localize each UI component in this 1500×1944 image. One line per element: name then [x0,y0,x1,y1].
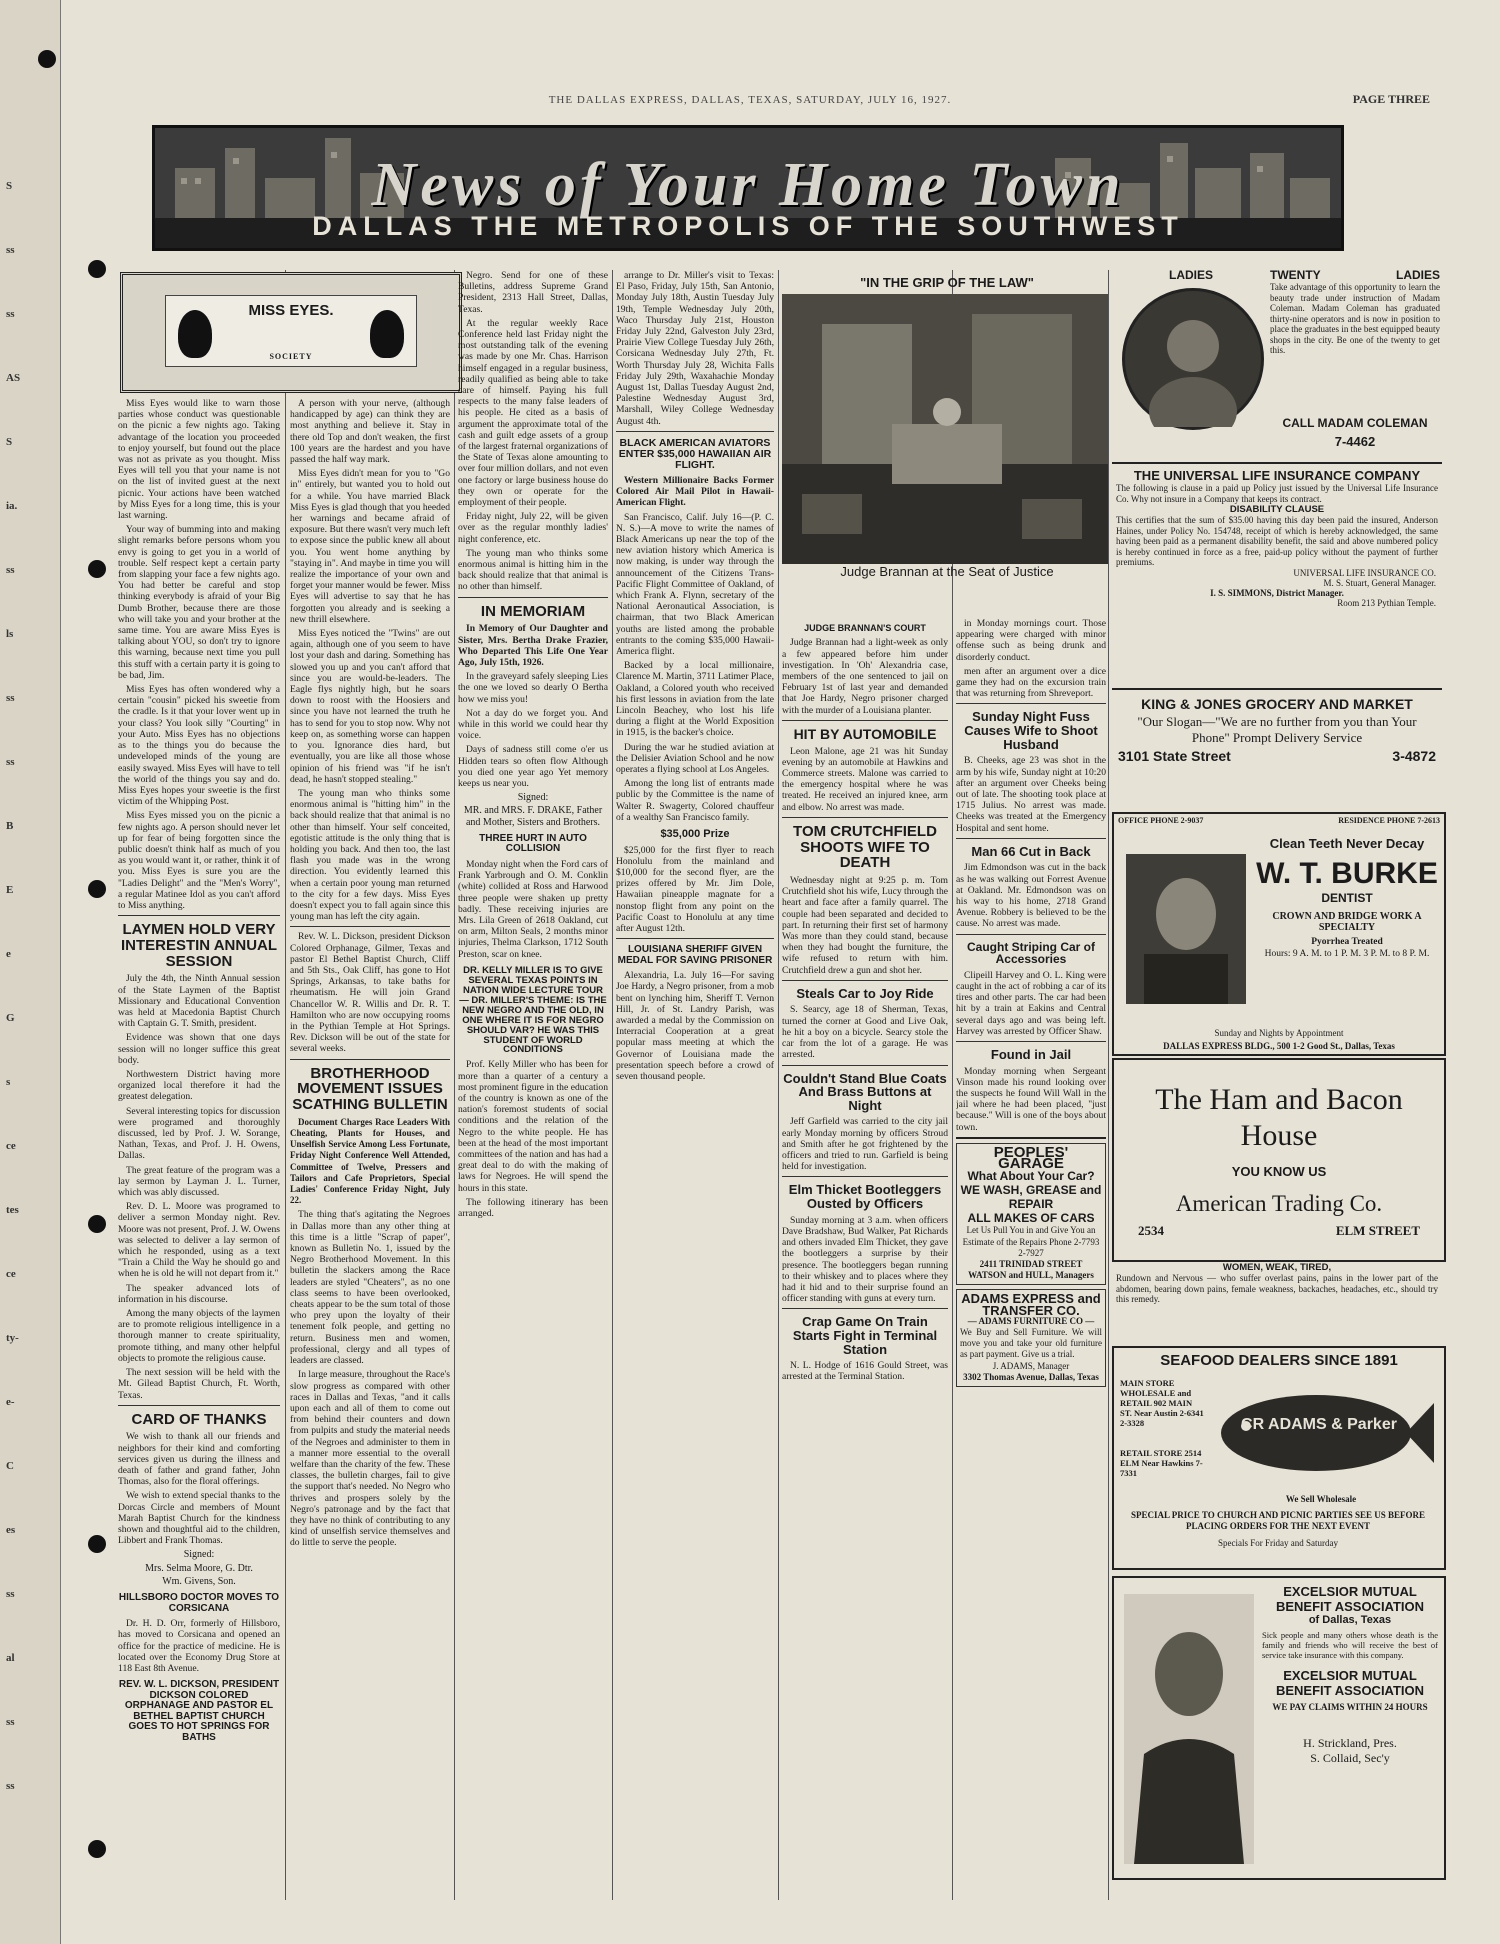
paragraph: Mrs. Selma Moore, G. Dtr. [145,1562,253,1574]
paragraph: In large measure, throughout the Race's slow progress as compared with other races in Dallas and Texas, "and it calls upon each and all of them to come out from behind their counters and down from pulpits and study the material needs of the Negroes and administer to them in a manner more essential to the overall welfare than the charity of the few. These classes, the bulletin charges, fail to give the support that's needed. No Negro who thrives and prospers solely by the Negro's patronage and by the fact that they have no think of contributing to any kind of unselfish service themselves and do little to serve the people. [290,1369,450,1549]
paragraph: At the regular weekly Race Conference held last Friday night the most outstanding talk of the evening was made by one Mr. Chas. Harrison himself engaged in a regular business, readily qualified as being able to take care of himself. Paying his full respects to the many false leaders of his people. He cited as a basis of argument the approximate total of the cash and guilt edge assets of a group of the largest fraternal organizations of the State of Texas alone amounting to over four million dollars, and not even one factory or large business house do they own or operate for the employment of their people. [458,317,608,509]
universal-life-intro: The following is clause in a paid up Policy just issued by the Universal Life Insurance Co. Why not insure in a Company that keeps its contract. [1116,483,1438,504]
binding-hole [38,50,56,68]
binding-hole [88,560,106,578]
paragraph: Miss Eyes noticed the "Twins" are out again, although one of you seem to have lost your dash and daring. Something has slowed you up and you can't afford that since you are would-be-leaders. The Eagle flys nightly high, but he soars down to roost with the Hoosiers and since you have not learned the truth he has to send for you to stop now. Why not keep on, as something worse can happen to you. Ignorance dies hard, but eventually, you are like all those whose opinion of his friend was "if he isn't dead, he hasn't stopped stealing." [290,628,450,785]
disability-clause-text: This certifies that the sum of $35.00 having this day been paid the insured, Anderson Haines, under Policy No. 154748, receipt of which is hereby acknowledged, the same having been paid as a permanent disability benefit, the said and above numbered policy is hereby continued in force as a free, paid-up policy without the payment of further premiums. [1116,515,1438,567]
edge-fragment: e- [6,1396,15,1408]
coleman-portrait [1122,288,1264,430]
paragraph: ALL MAKES OF CARS [967,1211,1095,1226]
miss-eyes-title: MISS EYES. [248,302,334,319]
call-coleman: CALL MADAM COLEMAN [1282,416,1428,430]
paragraph: The young man who thinks some enormous animal is hitting him in the back should realize that that animal is no other than himself. [458,547,608,593]
seafood-ad [1112,1346,1446,1570]
burke-specialty: CROWN AND BRIDGE WORK A SPECIALTY [1272,911,1422,933]
coleman-text-block [1270,268,1440,356]
dickson-headline: REV. W. L. DICKSON, PRESIDENT DICKSON COLORED ORPHANAGE AND PASTOR EL BETHEL BAPTIST CHURCH GOES TO HOT SPRINGS FOR BATHS [118,1679,280,1743]
hillsboro-headline: HILLSBORO DOCTOR MOVES TO CORSICANA [118,1592,280,1614]
column-1 [118,398,280,1898]
twenty-label: TWENTY [1270,268,1321,282]
louisiana-headline: LOUISIANA SHERIFF GIVEN MEDAL FOR SAVING PRISONER [617,944,773,966]
crutchfield-article: Wednesday night at 9:25 p. m. Tom Crutchfield shot his wife, Lucy through the heart and face after a family quarrel. The couple had been separated and decided to part. In returning their first set of harmony Was more than they could stand, because when they had bought the furniture, the wife refused to return with him. Crutchfield drew a gun and shot her. [782,875,948,976]
ladies-left: LADIES [1168,268,1213,282]
fuss-article: B. Cheeks, age 23 was shot in the arm by his wife, Sunday night at 10:20 after an argument over Cheeks being out of late. The shooting took place at 1715 Julius. No arrest was made. Cheeks was treated at the Emergency Hospital and sent home. [956,755,1106,834]
courtroom-photo-art [782,294,1108,564]
ham-bacon-street: ELM STREET [1335,1223,1420,1238]
edge-fragment: B [6,820,14,832]
edge-fragment: ss [6,1588,15,1600]
paragraph: Miss Eyes has often wondered why a certain "cousin" picked his sweetie from the cradle. Is it that your lover went up in your class? You look silly "Courting" in your Auto. Miss Eyes has no objections as to the things you do because the undeveloped minds of the young are easily swayed. Miss Eyes will have to tell the world of the things you say and do. Miss Eyes hopes your sweetie is the first victim of the Whipping Post. [118,684,280,808]
paragraph: What About Your Car? [967,1169,1095,1184]
edge-fragment: G [6,1012,15,1024]
ham-bacon-know-us: YOU KNOW US [1231,1164,1327,1179]
seafood-weekend: Specials For Friday and Saturday [1218,1538,1338,1548]
paragraph: Days of sadness still come o'er us Hidden tears so often flow Although you died one year ago Yet memory keeps us near you. [458,744,608,790]
universal-life-company: UNIVERSAL LIFE INSURANCE CO. [1293,567,1436,578]
peoples-garage-ad [956,1143,1106,1285]
women-body: Rundown and Nervous — who suffer overlast pains, pains in the lower part of the abdomen, bearing down pains, female weakness, backaches, headaches, etc., should try this remedy. [1116,1273,1438,1304]
adjacent-page-edge [0,0,61,1944]
auto-headline: HIT BY AUTOMOBILE [793,725,937,742]
divider [616,938,774,939]
paragraph: Negro. Send for one of these Bulletins, address Supreme Grand President, 2313 Hall Street, Dallas, Texas. [458,270,608,315]
seafood-special: SPECIAL PRICE TO CHURCH AND PICNIC PARTIES SEE US BEFORE PLACING ORDERS FOR THE NEXT EVENT [1131,1510,1425,1531]
paragraph: Wm. Givens, Son. [162,1575,236,1587]
coleman-body: Take advantage of this opportunity to learn the beauty trade under instruction of Madam Coleman. Madam Coleman has graduated thirty-nine operators and is now in position to place the graduates in the best equipped beauty shops in the city. Be one of the twenty to get this. [1270,282,1440,355]
burke-title: DENTIST [1321,891,1373,905]
aviators-deck: Western Millionaire Backs Former Colored Air Mail Pilot in Hawaii-American Flight. [616,474,774,509]
louisiana-article: Alexandria, La. July 16—For saving Joe Hardy, a Negro prisoner, from a mob bent on lynching him, Sheriff T. Vernon Hill, Jr. of St. Landry Parish, was awarded a medal by the Commission on Interracial Cooperation at a great popular mass meeting at which the Governor of Louisiana made the presentation speech before a crowd of seven thousand people. [616,970,774,1082]
ham-bacon-number: 2534 [1138,1223,1164,1238]
burke-dentist-ad [1112,812,1446,1056]
burke-pyorrhea: Pyorrhea Treated [1311,937,1383,947]
burke-slogan: Clean Teeth Never Decay [1269,836,1425,851]
divider [782,720,948,721]
garage-address: 2411 TRINIDAD STREET WATSON and HULL, Managers [968,1258,1094,1281]
striping-headline: Caught Striping Car of Accessories [967,939,1095,967]
burke-sunday: Sunday and Nights by Appointment [1214,1028,1344,1038]
universal-life-signature-2: I. S. SIMMONS, District Manager. [1210,587,1344,598]
kelly-miller-headline: DR. KELLY MILLER IS TO GIVE SEVERAL TEXAS POINTS IN NATION WIDE LECTURE TOUR — DR. MILLER'S THEME: IS THE NEW NEGRO AND THE OLD, IN ONE WHERE IT IS FOR NEGRO SHOULD VAR? HE WAS THIS STUDENT OF WORLD CONDITIONS [459,964,607,1056]
card-of-thanks-article [118,1431,280,1546]
itinerary-note: The following itinerary has been arranged. [458,1196,608,1220]
disability-clause-title: DISABILITY CLAUSE [1229,504,1325,515]
paragraph: Among the long list of entrants made public by the Committee is the name of Walter R. Swagerty, Colored chauffeur of a wealthy San Francisco family. [616,778,774,823]
burke-portrait-art [1126,854,1246,1004]
crutchfield-headline: TOM CRUTCHFIELD SHOOTS WIFE TO DEATH [793,822,937,872]
edge-fragment: ce [6,1140,16,1152]
excelsior-city: of Dallas, Texas [1308,1614,1392,1626]
paragraph: Several interesting topics for discussion were programed and thoroughly discussed, led by Prof. J. W. Sorange, Nathan, Texas, and Prof. J. H. Owens, Dallas. [118,1105,280,1162]
court-article: Judge Brannan had a light-week as only a few appeared before him under investigation. In 'Oh' Alexandria case, members of the one sentenced to jail on February 1st of last year and demanded that Joe Hardy, Negro prisoner charged with the murder of a Louisiana planter. [782,637,948,716]
ham-bacon-company: American Trading Co. [1175,1191,1383,1216]
paragraph: Northwestern District having more organized local therefore it had the greatest delegation. [118,1069,280,1103]
divider [782,817,948,818]
universal-life-room: Room 213 Pythian Temple. [1337,597,1436,608]
paragraph: The thing that's agitating the Negroes in Dallas more than any other thing at this time is a little "Scrap of paper", known as Bulletin No. 1, issued by the Negro Brotherhood Movement. In this bulletin the slackers among the Race leaders are styled "Cheaters", as no one class seems to have been overlooked, cheats appear to be the sum total of those who prey upon the loyalty of their tenement folk people, and getting no return. Business men and women, professional, clergy and all types of leaders are classed. [290,1209,450,1367]
race-conference-article [458,270,608,593]
column-rule [612,270,613,1900]
card-of-thanks-headline: CARD OF THANKS [131,1410,267,1428]
edge-fragment: E [6,884,14,896]
photo-caption: Judge Brannan at the Seat of Justice [840,563,1054,579]
edge-fragment: tes [6,1204,19,1216]
divider [956,1137,1106,1139]
ladies-right: LADIES [1395,268,1440,282]
garage-estimate: Let Us Pull You in and Give You an Estimate of the Repairs Phone 2-7793 2-7927 [962,1225,1100,1258]
paragraph: Evidence was shown that one days session will no longer suffice this great body. [118,1032,280,1066]
man-cut-article: Jim Edmondson was cut in the back as he was walking out Forrest Avenue at Oakland. Mr. Edmondson was on his way to his home, 2718 Grand Avenue. Robbery is believed to be the cause. No arrest was made. [956,862,1106,930]
ham-bacon-ad [1112,1058,1446,1262]
divider [956,703,1106,704]
excelsior-body: Sick people and many others whose death is the family and friends who will receive the best of service take insurance with this company. [1262,1630,1438,1660]
edge-fragment: ss [6,692,15,704]
jail-article: Monday morning when Sergeant Vinson made his round looking over the suspects he found Will Wall in the jail where he had been placed, "just because." Will is one of the boys about town. [956,1065,1106,1133]
adams-express-ad [956,1289,1106,1387]
divider [782,980,948,981]
laymen-headline: LAYMEN HOLD VERY INTERESTIN ANNUAL SESSION [120,921,278,970]
edge-fragment: ss [6,1716,15,1728]
binding-hole [88,1215,106,1233]
memoriam-names: MR. and MRS. F. DRAKE, Father and Mother, Sisters and Brothers. [463,805,603,828]
court-headline: JUDGE BRANNAN'S COURT [804,623,926,633]
in-memoriam-deck: In Memory of Our Daughter and Sister, Mrs. Bertha Drake Frazier, Who Departed This Life One Year Ago, July 15th, 1926. [458,623,608,669]
edge-fragment: S [6,436,13,448]
crap-game-headline: Crap Game On Train Starts Fight in Terminal Station [792,1314,938,1357]
memoriam-signed: Signed: [517,792,549,804]
adams-manager: J. ADAMS, Manager [992,1360,1070,1371]
masthead-subtitle: DALLAS THE METROPOLIS OF THE SOUTHWEST [312,211,1184,241]
excelsior-claims: WE PAY CLAIMS WITHIN 24 HOURS [1272,1702,1428,1712]
bootleggers-headline: Elm Thicket Bootleggers Ousted by Officers [788,1182,942,1212]
paragraph: The next session will be held with the Mt. Gilead Baptist Church, Ft. Worth, Texas. [118,1367,280,1401]
paragraph: Miss Eyes missed you on the picnic a few nights ago. A person should never let up for fear of being forgotten since the public doesn't think half as much of you as you would want it, or rather, think it of you. Miss Eyes is sure you are the "Ladies Delight" and the "Men's Worry", a regular Matinee Idol as you can't afford to Miss anything. [118,810,280,911]
divider [956,1041,1106,1042]
paragraph: July the 4th, the Ninth Annual session of the State Laymen of the Baptist Missionary and Educational Convention was held at Macedonia Baptist Church with Captain G. T. Smith, president. [118,973,280,1030]
column-4 [616,270,774,1900]
divider [782,1176,948,1177]
prize-article: $25,000 for the first flyer to reach Honolulu from the mainland and $10,000 for the second flyer, are the prizes offered by Mr. Jim Dole, Hawaiian pineapple magnate for a nonstop flight from any point on the Pacific Coast to Honolulu at any time after August 12th. [616,844,774,934]
divider [290,926,450,927]
grip-of-law-headline: "IN THE GRIP OF THE LAW" [860,275,1034,290]
seafood-brand: CR ADAMS & Parker [1241,1416,1397,1433]
binding-hole [88,1535,106,1553]
page-number: PAGE THREE [1352,92,1430,106]
burke-address: DALLAS EXPRESS BLDG., 500 1-2 Good St., Dallas, Texas [1163,1041,1395,1051]
aviators-article [616,512,774,823]
hillsboro-article: Dr. H. D. Orr, formerly of Hillsboro, has moved to Corsicana and opened an office for the practice of medicine. He is located over the Economy Drug Store at 118 East 8th Avenue. [118,1618,280,1674]
paragraph: Among the many objects of the laymen are to promote religious intelligence in a thorough manner to create spirituality, promote tithing, and many other helpful objects to promote the religious cause. [118,1308,280,1364]
coleman-portrait-block [1116,268,1266,458]
paragraph: Not a day do we forget you. And while in this world we could hear thy voice. [458,707,608,742]
adams-body: We Buy and Sell Furniture. We will move you and take your old furniture as part payment. Give us a trial. [960,1326,1102,1360]
seafood-wholesale: We Sell Wholesale [1285,1494,1357,1504]
joy-ride-article: S. Searcy, age 18 of Sherman, Texas, turned the corner at Good and Live Oak, he hit a boy on a bicycle. Searcy stole the car from the lot of a garage. He was arrested. [782,1004,948,1061]
paragraph: Miss Eyes would like to warn those parties whose conduct was questionable on the picnic a few nights ago. Taking advantage of the location you proceeded to enjoy yourself, but found out the place was not as private as you thought. Miss Eyes will tell you that your name is not on the list of invited guest at the next picnic. Your actions have been watched by Miss Eyes for a long time, this is your last warning. [118,398,280,522]
laymen-article [118,973,280,1400]
excelsior-portrait-art [1124,1594,1254,1864]
paragraph: In the graveyard safely sleeping Lies the one we loved so dearly O Bertha how we miss you! [458,671,608,705]
jail-headline: Found in Jail [990,1047,1072,1063]
divider [782,1065,948,1066]
portrait-art [1125,291,1261,427]
universal-life-ad [1112,462,1442,684]
edge-fragment: S [6,180,13,192]
blue-coats-article: Jeff Garfield was carried to the city jail early Monday morning by officers Stroud and Smith after he got frightened by the officers and tried to run. Garfield is being held for investigation. [782,1116,948,1173]
paragraph: During the war he studied aviation at the Delisier Aviation School and he now operates a flying school at Los Angeles. [616,741,774,775]
adams-address: 3302 Thomas Avenue, Dallas, Texas [963,1371,1099,1382]
coleman-phone: 7-4462 [1334,434,1376,449]
edge-fragment: ss [6,756,15,768]
bootleggers-article: Sunday morning at 3 a.m. when officers Dave Bradshaw, Bud Walker, Pat Richards and others invaded Elm Thicket, they gave the bootleggers a surprise by their presence. The bootleggers began running to their whiskey and to places where they had it hid and to their surprise found an officer standing with guns at every turn. [782,1214,948,1305]
edge-fragment: ls [6,628,14,640]
burke-name: W. T. BURKE [1256,857,1438,890]
miss-eyes-text-1 [118,398,280,911]
king-jones-phone: 3-4872 [1392,748,1436,764]
burke-office-phone: OFFICE PHONE 2-9037 [1118,816,1204,825]
kelly-miller-article: Prof. Kelly Miller who has been for more than a quarter of a century a most prominent figure in the education of the country is known as one of the nation's foremost students of social conditions and the relation of the Negro to the white people. He has been at the head of the most important committees of the nation and has had a great deal to do with the making of laws for Negroes. He will spend the hours in this state. [458,1059,608,1194]
miss-eyes-text-2 [290,398,450,922]
edge-fragment: ss [6,564,15,576]
court-continued: in Monday mornings court. Those appearing were charged with minor offense such as being drunk and disorderly conduct. [956,618,1106,663]
burke-hours: Hours: 9 A. M. to 1 P. M. 3 P. M. to 8 P. M. [1264,949,1430,959]
in-memoriam-verse [458,671,608,789]
excelsior-secretary: S. Collaid, Sec'y [1310,1751,1390,1765]
paragraph: WE WASH, GREASE and REPAIR [960,1183,1102,1212]
column-5 [782,618,948,1900]
king-jones-slogan: "Our Slogan—"We are no further from you than Your Phone" Prompt Delivery Service [1137,714,1417,745]
women-headline: WOMEN, WEAK, TIRED, [1222,1262,1332,1273]
king-jones-ad [1112,688,1442,808]
paragraph: Friday night, July 22, will be given over as the regular monthly ladies' night conference, etc. [458,511,608,545]
collision-article: Monday night when the Ford cars of Frank Yarbrough and O. M. Conklin (white) collided at Ross and Harwood three people were shaken up pretty badly. These receiving injuries are Mrs. Lila Green of 2618 Oakland, cut on arm, Milton Seals, 2 months minor injuries, Thelma Clarkson, 1712 South Preston, scar on knee. [458,858,608,960]
divider [118,1405,280,1406]
miss-eyes-caption: SOCIETY [269,352,313,361]
paragraph: We wish to thank all our friends and neighbors for their kind and comforting services given us during the illness and death of father and grand father, John Thomas, also for the floral offerings. [118,1431,280,1488]
edge-fragment: s [6,1076,11,1088]
ham-bacon-headline: The Ham and Bacon House [1155,1083,1403,1152]
excelsior-repeat: EXCELSIOR MUTUAL BENEFIT ASSOCIATION [1275,1668,1425,1698]
paragraph: A person with your nerve, (although handicapped by age) can think they are most anything and believe it. Stay in there old Top and don't weaken, the first 100 years are the hardest and you have passed the half way mark. [290,398,450,466]
excelsior-headline: EXCELSIOR MUTUAL BENEFIT ASSOCIATION [1275,1584,1425,1614]
edge-fragment: ce [6,1268,16,1280]
brotherhood-headline: BROTHERHOOD MOVEMENT ISSUES SCATHING BULLETIN [292,1064,448,1114]
seafood-retail-store: RETAIL STORE 2514 ELM Near Hawkins 7-7331 [1120,1448,1203,1478]
brotherhood-article [290,1209,450,1548]
edge-fragment: ss [6,308,15,320]
brotherhood-deck: Document Charges Race Leaders With Cheating, Plants for Houses, and Unselfish Service Among Less Fortunate, Friday Night Conference Well Attended, Committee of Twelve, Pressers and Tailors and Cafe Proprietors, Special Ladies' Conference Friday Night, July 22. [290,1116,450,1206]
edge-fragment: es [6,1524,16,1536]
running-head: THE DALLAS EXPRESS, DALLAS, TEXAS, SATURDAY, JULY 16, 1927. [548,94,952,106]
column-rule [454,270,455,1900]
striping-article: Clipeill Harvey and O. L. King were caught in the act of robbing a car of its tires and other parts. The car had been hit by a train at Eakins and Central several days ago and was being left. Harvey was arrested by Officer Shaw. [956,969,1106,1037]
divider [290,1059,450,1060]
column-rule [285,270,286,1900]
king-jones-headline: KING & JONES GROCERY AND MARKET [1141,696,1413,712]
divider [118,915,280,916]
edge-fragment: ia. [6,500,18,512]
dickson-article: Rev. W. L. Dickson, president Dickson Colored Orphanage, Gilmer, Texas and pastor El Bethel Baptist Church, Cliff and 5th Sts., Oak Cliff, has gone to Hot Springs, Arkansas, to take baths for rheumatism. He will join Grand Chancellor W. R. Willis and Dr. R. T. Hamilton who are now occupying rooms in the Pythian Temple at Hot Springs. Rev. Dickson will be out of the state for several weeks. [290,931,450,1055]
burke-portrait [1126,854,1246,1004]
paragraph: San Francisco, Calif. July 16—(P. C. N. S.)—A move to write the names of Black Americans up near the top of the new aviation history which America is now making, is under way through the announcement of the Citizens Trans-Pacific Flight Committee of Oakland, of which Frank A. Flynn, secretary of the National Aeronautical Association, is chairman, that two Black American youths are listed among the probable entrants to the coming $35,000 Hawaii-America flight. [616,511,774,657]
binding-hole [88,1840,106,1858]
universal-life-headline: THE UNIVERSAL LIFE INSURANCE COMPANY [1133,468,1421,483]
thanks-signed-label: Signed: [183,1549,215,1561]
collision-headline: THREE HURT IN AUTO COLLISION [479,832,587,855]
edge-fragment: C [6,1460,14,1472]
adams-subhead: — ADAMS FURNITURE CO — [967,1315,1095,1326]
grip-of-law-feature [782,270,1112,610]
excelsior-ad [1112,1576,1446,1880]
masthead-title: News of Your Home Town [371,151,1125,219]
edge-fragment: ss [6,1780,15,1792]
court-continued-2: men after an argument over a dice game they had on the excursion train that was returning from Shreveport. [956,665,1106,700]
paragraph: Your way of bumming into and making slight remarks before persons whom you envy is going to get you in a world of trouble. Self respect kept a certain party from slapping your face a few nights ago. You had better be careful and stop thinking everybody is afraid of your Big Dumb Brother, because there are those who will take you and your brother at the same time. You are aware Miss Eyes is talking about YOU, so don't try to ignore this warning, because next time you pull this stuff with a certain party it is going to be bad, Jim. [118,524,280,681]
divider [956,934,1106,935]
blue-coats-headline: Couldn't Stand Blue Coats And Brass Buttons at Night [783,1070,947,1113]
divider [616,431,774,432]
adams-headline: ADAMS EXPRESS and TRANSFER CO. [961,1291,1101,1318]
paragraph: Miss Eyes didn't mean for you to "Go in" entirely, but wanted you to hold out for a while. You have married Black Miss Eyes is glad though that you heeded her warnings and became afraid of exposure. But there wasn't very much left to expose since the public knew all about you. You went home anything by "staying in". And maybe in time you will realize the importance of your own and forget your manner would be fewer. Miss Eyes will advertise to say that he has forgotten you already and is seeking a new thrill elsewhere. [290,468,450,625]
binding-hole [88,880,106,898]
itinerary-article: arrange to Dr. Miller's visit to Texas: El Paso, Friday, July 15th, San Antonio, Monday July 18th, Austin Tuesday July 19th, Temple Wednesday July 20th, Waco Thursday July 21st, Houston Friday July 22nd, Galveston July 23rd, Prairie View College Tuesday July 26th, Corsicana Wednesday July 27th, Ft. Worth Thursday July 28, Wichita Falls Friday July 29th, Waxahachie Monday August 1st, Dallas Tuesday August 2nd, Palestine Wednesday August 3rd, Marshall, Wiley College Wednesday August 4th. [616,270,774,427]
in-memoriam-headline: IN MEMORIAM [480,602,586,620]
man-cut-headline: Man 66 Cut in Back [971,843,1091,859]
universal-life-signature-1: M. S. Stuart, General Manager. [1323,577,1436,588]
seafood-main-store: MAIN STORE WHOLESALE and RETAIL 902 MAIN ST. Near Austin 2-6341 2-3328 [1120,1378,1204,1428]
paragraph: Rev. D. L. Moore was programed to deliver a sermon Monday night. Rev. Moore was not present, Prof. J. W. Owens was selected to deliver a lay sermon of which he responded, using as a text "Train a Child the Way he should go and when he is old he will not depart from it." [118,1201,280,1280]
madam-coleman-ad [1112,268,1442,458]
divider [956,838,1106,839]
column-2 [290,398,450,1898]
paragraph: The great feature of the program was a lay sermon by Layman J. L. Turner, which was ably discussed. [118,1164,280,1199]
women-remedy-ad [1112,1262,1442,1340]
crap-game-article: N. L. Hodge of 1616 Gould Street, was arrested at the Terminal Station. [782,1360,948,1383]
prize-subhead: $35,000 Prize [660,827,730,840]
edge-fragment: AS [6,372,21,384]
column-3 [458,270,608,1900]
edge-fragment: al [6,1652,15,1664]
seafood-headline: SEAFOOD DEALERS SINCE 1891 [1160,1352,1398,1369]
divider [782,1308,948,1309]
masthead-banner [152,125,1344,251]
column-6 [956,618,1106,1900]
courtroom-photo [782,294,1108,564]
thanks-signers [118,1563,280,1587]
garage-headline: PEOPLES' GARAGE [993,1143,1069,1173]
garage-services [960,1169,1102,1225]
king-jones-address: 3101 State Street [1118,748,1231,764]
paragraph: Backed by a local millionaire, Clarence M. Martin, 3711 Latimer Place, Oakland, a Colored youth who received his first lessons in aviation from the late Lincoln Beachey, who lost his life during a flight at the World Exposition in 1915, is the backer's choice. [616,660,774,739]
paragraph: We wish to extend special thanks to the Dorcas Circle and members of Mount Marah Baptist Church for the kindness shown and thoughtful aid to the children, Libbert and Frank Thomas. [118,1490,280,1547]
joy-ride-headline: Steals Car to Joy Ride [796,985,934,1001]
column-rule [778,270,779,1900]
binding-hole [88,260,106,278]
edge-fragment: ss [6,244,15,256]
edge-fragment: ty- [6,1332,19,1344]
paragraph: The young man who thinks some enormous animal is "hitting him" in the back should realize that that animal is no other than himself. Your self conceited, egotistic attitude is the only thing that is holding you back. And then too, the last flash you made was in the wrong direction. You evidently learned this when a certain poor young man returned to the city for a few days. Miss Eyes doesn't expect you to fall again since this young man has left the city again. [290,787,450,923]
burke-residence-phone: RESIDENCE PHONE 7-2613 [1338,816,1440,825]
divider [458,597,608,598]
excelsior-president: H. Strickland, Pres. [1303,1736,1397,1750]
auto-article: Leon Malone, age 21 was hit Sunday evening by an automobile at Hawkins and Commerce streets. Malone was carried to the emergency hospital where he was treated. He received an injured knee, arm and elbow. No arrest was made. [782,745,948,813]
fuss-headline: Sunday Night Fuss Causes Wife to Shoot Husband [964,709,1098,752]
miss-eyes-frame [165,295,417,367]
miss-eyes-banner [120,272,462,393]
paragraph: The speaker advanced lots of information in his discourse. [118,1282,280,1305]
aviators-headline: BLACK AMERICAN AVIATORS ENTER $35,000 HAWAIIAN AIR FLIGHT. [618,436,772,471]
edge-fragment: e [6,948,11,960]
excelsior-portrait [1124,1594,1254,1864]
